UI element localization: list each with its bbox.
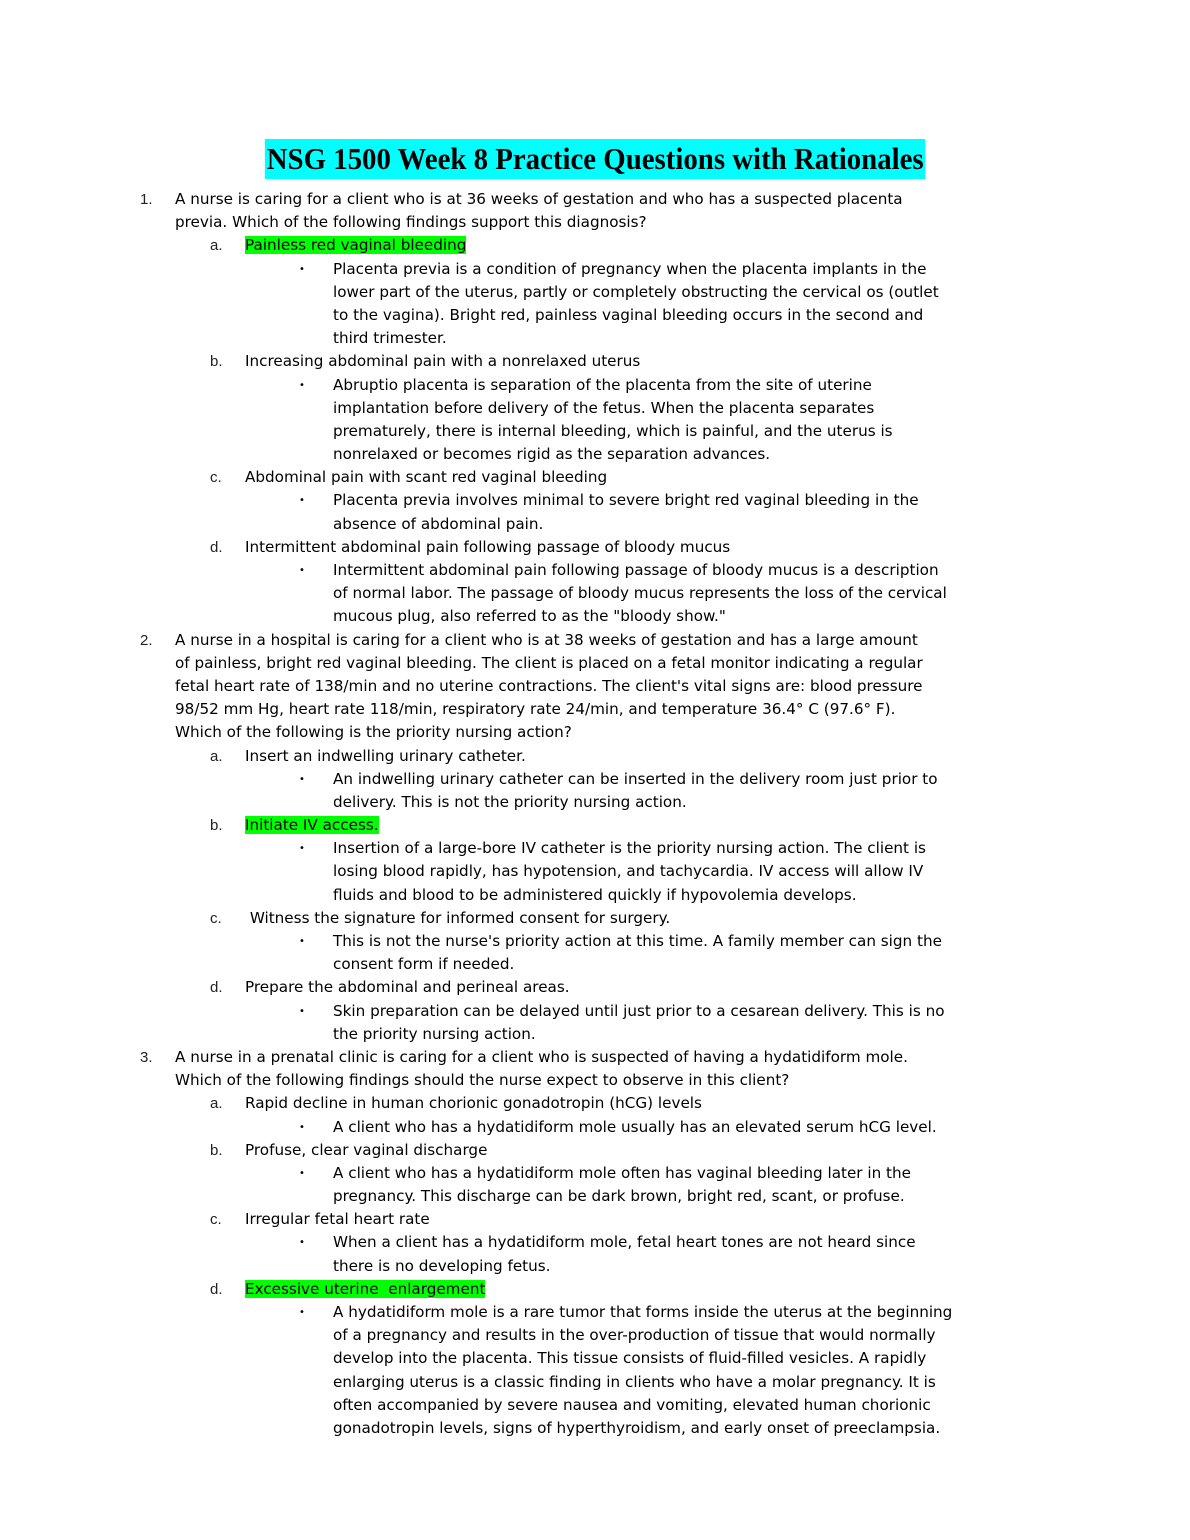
title-container — [0, 139, 1190, 179]
option-letter: b. — [210, 1141, 223, 1159]
rationale-line — [0, 930, 1190, 953]
question-number: 2. — [140, 631, 153, 649]
rationale-text: Placenta previa involves minimal to severe bright red vaginal bleeding in the — [333, 491, 919, 510]
question-number: 3. — [140, 1048, 153, 1066]
answer-option — [0, 1208, 1190, 1231]
question-text: Which of the following is the priority nursing action? — [175, 723, 572, 742]
option-letter: c. — [210, 469, 222, 487]
bullet-icon: • — [299, 773, 305, 785]
bullet-icon: • — [299, 495, 305, 507]
rationale-text: absence of abdominal pain. — [333, 514, 544, 533]
question-stem-line — [0, 652, 1190, 675]
rationale-text: prematurely, there is internal bleeding, which is painful, and the uterus is — [333, 421, 893, 440]
option-text: Prepare the abdominal and perineal areas. — [245, 978, 570, 997]
question-1 — [0, 188, 1190, 629]
rationale-text: implantation before delivery of the fetus. When the placenta separates — [333, 398, 875, 417]
rationale-line — [0, 837, 1190, 860]
rationale-line — [0, 1116, 1190, 1139]
rationale-line — [0, 1347, 1190, 1370]
rationale-line — [0, 1162, 1190, 1185]
rationale-line — [0, 1231, 1190, 1254]
bullet-icon: • — [299, 565, 305, 576]
rationale-text: This is not the nurse's priority action at this time. A family member can sign the — [333, 932, 942, 950]
correct-answer-text: Painless red vaginal bleeding — [245, 236, 467, 255]
rationale-line — [0, 327, 1190, 350]
rationale-text: Intermittent abdominal pain following passage of bloody mucus is a description — [333, 561, 939, 579]
question-stem-line — [0, 675, 1190, 698]
option-text: Intermittent abdominal pain following passage of bloody mucus — [245, 537, 731, 556]
rationale-line — [0, 420, 1190, 443]
rationale-text: delivery. This is not the priority nursing action. — [333, 792, 687, 811]
bullet-icon: • — [299, 1167, 305, 1179]
question-text: A nurse in a hospital is caring for a client who is at 38 weeks of gestation and has a large amount — [175, 630, 918, 649]
bullet-icon: • — [299, 263, 305, 275]
rationale-line — [0, 374, 1190, 397]
question-stem-line — [0, 211, 1190, 234]
rationale-line — [0, 559, 1190, 582]
option-text: Profuse, clear vaginal discharge — [245, 1140, 488, 1159]
rationale-line — [0, 1324, 1190, 1347]
rationale-line — [0, 1023, 1190, 1046]
rationale-text: Abruptio placenta is separation of the placenta from the site of uterine — [333, 375, 872, 394]
rationale-text: An indwelling urinary catheter can be inserted in the delivery room just prior to — [333, 769, 938, 788]
rationale-text: there is no developing fetus. — [333, 1256, 551, 1275]
question-2 — [0, 629, 1190, 1046]
question-stem-line — [0, 1069, 1190, 1092]
option-letter: b. — [210, 353, 223, 371]
question-text: A nurse in a prenatal clinic is caring for a client who is suspected of having a hydatidiform mole. — [175, 1047, 908, 1066]
rationale-text: consent form if needed. — [333, 955, 515, 974]
rationale-line — [0, 513, 1190, 536]
option-letter: a. — [210, 237, 223, 255]
option-text: Rapid decline in human chorionic gonadotropin (hCG) levels — [245, 1094, 702, 1113]
question-stem-line — [0, 629, 1190, 652]
rationale-text: A client who has a hydatidiform mole often has vaginal bleeding later in the — [333, 1163, 911, 1182]
rationale-text: Skin preparation can be delayed until just prior to a cesarean delivery. This is no — [333, 1001, 945, 1020]
bullet-icon: • — [299, 1237, 305, 1249]
option-letter: a. — [210, 1095, 223, 1113]
question-text: A nurse is caring for a client who is at 36 weeks of gestation and who has a suspected placenta — [175, 190, 903, 208]
rationale-line — [0, 791, 1190, 814]
rationale-text: gonadotropin levels, signs of hyperthyroidism, and early onset of preeclampsia. — [333, 1418, 941, 1437]
rationale-text: When a client has a hydatidiform mole, fetal heart tones are not heard since — [333, 1233, 916, 1252]
bullet-icon: • — [299, 1121, 305, 1133]
rationale-line — [0, 397, 1190, 420]
rationale-line — [0, 1255, 1190, 1278]
option-letter: a. — [210, 747, 223, 765]
answer-option — [0, 1278, 1190, 1301]
rationale-text: Insertion of a large-bore IV catheter is the priority nursing action. The client is — [333, 839, 926, 858]
rationale-line — [0, 304, 1190, 327]
option-text: Witness the signature for informed consent for surgery. — [245, 908, 671, 927]
rationale-text: enlarging uterus is a classic finding in clients who have a molar pregnancy. It is — [333, 1372, 936, 1391]
rationale-text: A client who has a hydatidiform mole usually has an elevated serum hCG level. — [333, 1117, 937, 1136]
option-letter: d. — [210, 538, 223, 556]
rationale-line — [0, 582, 1190, 605]
answer-option — [0, 1092, 1190, 1115]
question-stem-line — [0, 698, 1190, 721]
rationale-line — [0, 605, 1190, 628]
answer-option — [0, 907, 1190, 930]
option-text: Increasing abdominal pain with a nonrelaxed uterus — [245, 352, 641, 371]
question-text: fetal heart rate of 138/min and no uterine contractions. The client's vital signs are: blood pressure — [175, 676, 923, 695]
correct-answer-text: Initiate IV access. — [245, 816, 379, 835]
option-letter: c. — [210, 909, 222, 927]
rationale-text: of normal labor. The passage of bloody mucus represents the loss of the cervical — [333, 584, 947, 603]
rationale-text: third trimester. — [333, 329, 447, 348]
rationale-line — [0, 953, 1190, 976]
option-letter: d. — [210, 979, 223, 997]
option-text: Irregular fetal heart rate — [245, 1210, 430, 1229]
rationale-line — [0, 258, 1190, 281]
option-letter: d. — [210, 1280, 223, 1298]
question-number: 1. — [140, 191, 153, 208]
rationale-line — [0, 860, 1190, 883]
rationale-text: pregnancy. This discharge can be dark brown, bright red, scant, or profuse. — [333, 1187, 905, 1206]
rationale-line — [0, 1000, 1190, 1023]
bullet-icon: • — [299, 1307, 305, 1318]
rationale-text: lower part of the uterus, partly or completely obstructing the cervical os (outlet — [333, 282, 939, 301]
question-text: 98/52 mm Hg, heart rate 118/min, respiratory rate 24/min, and temperature 36.4° C (97.6° F). — [175, 700, 896, 719]
question-stem-line — [0, 1046, 1190, 1069]
answer-option — [0, 1139, 1190, 1162]
rationale-text: to the vagina). Bright red, painless vaginal bleeding occurs in the second and — [333, 305, 924, 324]
option-text: Abdominal pain with scant red vaginal bleeding — [245, 468, 608, 487]
rationale-text: of a pregnancy and results in the over-production of tissue that would normally — [333, 1326, 936, 1345]
rationale-text: A hydatidiform mole is a rare tumor that forms inside the uterus at the beginning — [333, 1303, 953, 1321]
rationale-text: develop into the placenta. This tissue consists of fluid-filled vesicles. A rapidly — [333, 1349, 927, 1368]
rationale-text: mucous plug, also referred to as the "bloody show." — [333, 607, 726, 626]
rationale-text: nonrelaxed or becomes rigid as the separation advances. — [333, 445, 771, 464]
option-text: Insert an indwelling urinary catheter. — [245, 746, 526, 765]
bullet-icon: • — [299, 843, 305, 855]
question-stem-line — [0, 721, 1190, 744]
page-title: NSG 1500 Week 8 Practice Questions with Rationales — [265, 139, 926, 179]
rationale-line — [0, 884, 1190, 907]
rationale-line — [0, 1301, 1190, 1324]
rationale-line — [0, 1394, 1190, 1417]
question-list — [0, 188, 1190, 1440]
answer-option — [0, 234, 1190, 257]
question-text: Which of the following findings should the nurse expect to observe in this client? — [175, 1071, 790, 1090]
rationale-text: fluids and blood to be administered quickly if hypovolemia develops. — [333, 885, 857, 904]
answer-option — [0, 536, 1190, 559]
rationale-line — [0, 489, 1190, 512]
rationale-text: losing blood rapidly, has hypotension, and tachycardia. IV access will allow IV — [333, 862, 924, 881]
option-letter: b. — [210, 817, 223, 835]
rationale-text: often accompanied by severe nausea and vomiting, elevated human chorionic — [333, 1395, 931, 1414]
correct-answer-text: Excessive uterine enlargement — [245, 1279, 486, 1298]
rationale-line — [0, 768, 1190, 791]
question-text: previa. Which of the following findings support this diagnosis? — [175, 213, 647, 232]
question-text: of painless, bright red vaginal bleeding. The client is placed on a fetal monitor indicating a regular — [175, 653, 923, 672]
answer-option — [0, 466, 1190, 489]
bullet-icon: • — [299, 1005, 305, 1017]
option-letter: c. — [210, 1211, 222, 1229]
question-3 — [0, 1046, 1190, 1440]
bullet-icon: • — [299, 379, 305, 391]
rationale-line — [0, 1185, 1190, 1208]
rationale-line — [0, 443, 1190, 466]
rationale-line — [0, 1417, 1190, 1440]
bullet-icon: • — [299, 936, 305, 947]
answer-option — [0, 350, 1190, 373]
rationale-text: the priority nursing action. — [333, 1024, 536, 1043]
rationale-text: Placenta previa is a condition of pregnancy when the placenta implants in the — [333, 259, 927, 278]
answer-option — [0, 814, 1190, 837]
answer-option — [0, 745, 1190, 768]
rationale-line — [0, 1371, 1190, 1394]
answer-option — [0, 976, 1190, 999]
rationale-line — [0, 281, 1190, 304]
question-stem-line — [0, 188, 1190, 211]
